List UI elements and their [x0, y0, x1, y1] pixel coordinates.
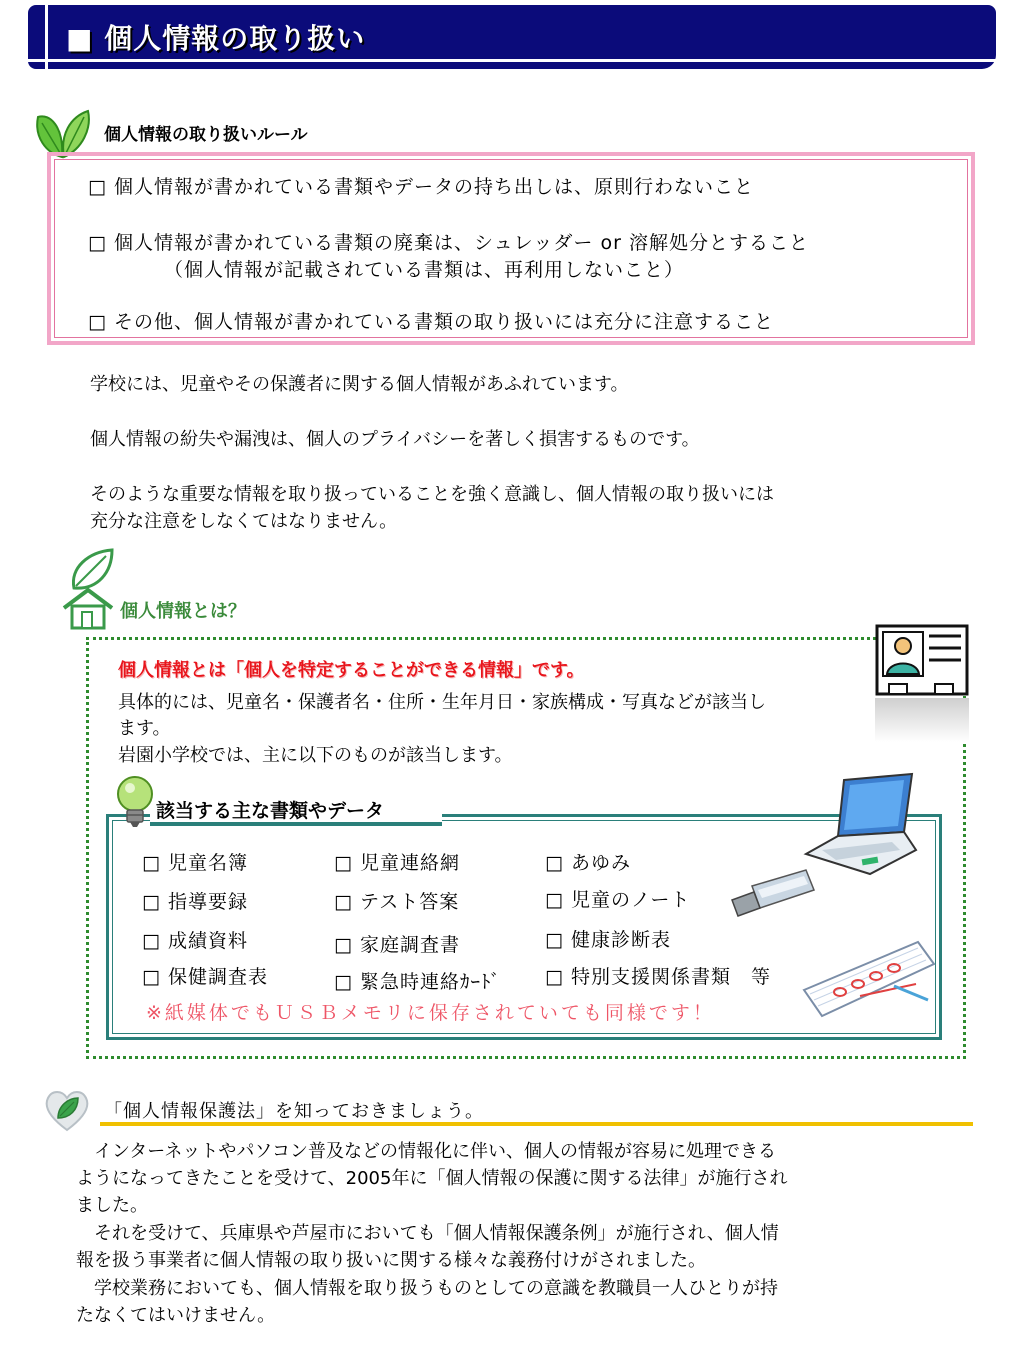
list-item: □ 保健調査表 — [142, 966, 268, 988]
list-item: □ 緊急時連絡ｶｰﾄﾞ — [334, 971, 501, 993]
rule-item: □ 個人情報が書かれている書類やデータの持ち出しは、原則行わないこと — [88, 176, 754, 198]
definition-detail: ます。 — [118, 718, 171, 739]
definition-detail: 岩園小学校では、主に以下のものが該当します。 — [118, 745, 513, 766]
list-item: □ テスト答案 — [334, 891, 460, 913]
law-section-title: 「個人情報保護法」を知っておきましょう。 — [104, 1101, 484, 1122]
list-item: □ 児童名簿 — [142, 852, 248, 874]
lightbulb-icon — [114, 774, 156, 830]
list-item: □ 指導要録 — [142, 891, 248, 913]
section-underline — [100, 1122, 973, 1126]
rule-item: □ 個人情報が書かれている書類の廃棄は、シュレッダー or 溶解処分とすること — [88, 232, 809, 254]
rule-item-note: （個人情報が記載されている書類は、再利用しないこと） — [164, 259, 685, 281]
paragraph: そのような重要な情報を取り扱っていることを強く意識し、個人情報の取り扱いには — [90, 484, 774, 505]
list-item: □ あゆみ — [545, 852, 631, 874]
header-rule-horizontal — [28, 59, 996, 62]
list-item: □ 児童のノート — [545, 889, 691, 911]
leaf-house-icon — [60, 548, 120, 632]
law-paragraph-line: 報を扱う事業者に個人情報の取り扱いに関する様々な義務付けがされました。 — [76, 1250, 706, 1271]
definition-detail: 具体的には、児童名・保護者名・住所・生年月日・家族構成・写真などが該当し — [118, 692, 766, 713]
section-title-definition: 個人情報とは？ — [120, 601, 246, 622]
law-paragraph-line: 学校業務においても、個人情報を取り扱うものとしての意識を教職員一人ひとりが持 — [76, 1278, 778, 1299]
media-note: ※紙媒体でもＵＳＢメモリに保存されていても同様です！ — [146, 1002, 715, 1024]
page-title: ■ 個人情報の取り扱い — [66, 22, 366, 55]
law-paragraph-line: それを受けて、兵庫県や芦屋市においても「個人情報保護条例」が施行され、個人情 — [76, 1223, 779, 1244]
usb-memory-icon — [726, 866, 818, 922]
list-title: 該当する主な書類やデータ — [156, 800, 385, 822]
id-card-icon — [873, 622, 971, 742]
law-paragraph-line: ようになってきたことを受けて、2005年に「個人情報の保護に関する法律」が施行され — [76, 1168, 788, 1189]
list-item: □ 成績資料 — [142, 930, 248, 952]
list-item: □ 児童連絡網 — [334, 852, 460, 874]
paragraph: 充分な注意をしなくてはなりません。 — [90, 511, 398, 532]
law-paragraph-line: インターネットやパソコン普及などの情報化に伴い、個人の情報が容易に処理できる — [76, 1141, 777, 1162]
page-header — [28, 5, 996, 69]
list-item: □ 家庭調査書 — [334, 934, 460, 956]
definition-statement: 個人情報とは「個人を特定することができる情報」です。 — [118, 660, 585, 681]
list-item: □ 健康診断表 — [545, 929, 671, 951]
rules-title: 個人情報の取り扱いルール — [104, 125, 308, 145]
paragraph: 個人情報の紛失や漏洩は、個人のプライバシーを著しく損害するものです。 — [90, 429, 700, 450]
list-item: □ 特別支援関係書類 等 — [545, 966, 771, 988]
heart-leaf-icon — [42, 1088, 92, 1134]
notebook-icon — [800, 934, 938, 1024]
law-paragraph-line: ました。 — [76, 1195, 148, 1216]
law-paragraph-line: たなくてはいけません。 — [76, 1305, 276, 1326]
rule-item: □ その他、個人情報が書かれている書類の取り扱いには充分に注意すること — [88, 311, 774, 333]
paragraph: 学校には、児童やその保護者に関する個人情報があふれています。 — [90, 374, 629, 395]
laptop-icon — [800, 770, 920, 880]
